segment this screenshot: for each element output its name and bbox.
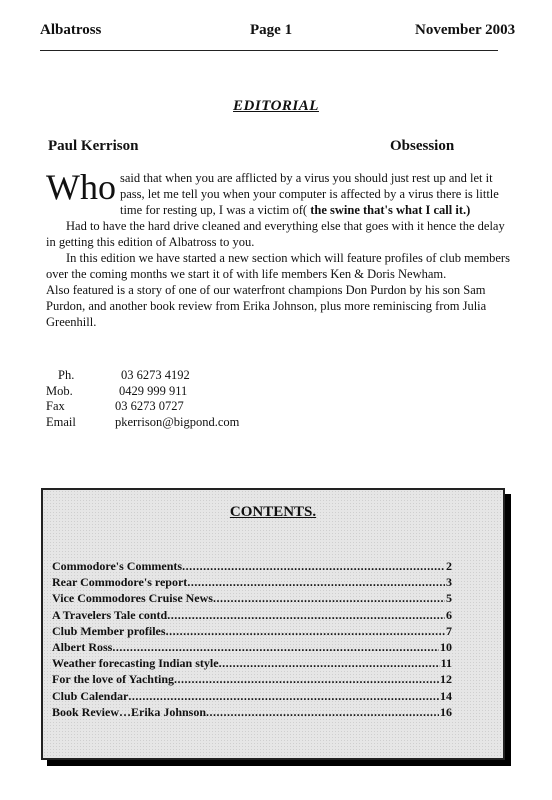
contents-title: CONTENTS. [229,504,317,520]
toc-entry [52,607,452,623]
toc-entry [52,558,452,574]
paragraph-2: Had to have the hard drive cleaned and everything else that goes with it hence the delay in getting this edition of Albatross to you. [46,219,505,249]
toc-entry-title: Weather forecasting Indian style [52,656,219,671]
toc-entry-title: Club Calendar [52,688,129,703]
author-name: Paul Kerrison [48,138,139,154]
toc-leader-dots [128,688,439,704]
toc-entry-page: 12 [440,672,452,687]
contact-label: Fax [46,399,65,413]
toc-leader-dots [187,574,445,590]
toc-entry [52,655,452,671]
editorial-title: EDITORIAL [233,98,319,114]
paragraph-4: Also featured is a story of one of our waterfront champions Don Purdon by his son Sam Purdon, and another book review from Erika Johnson, plus more reminiscing from Julia Greenhill. [46,283,487,329]
toc-entry [52,574,452,590]
contact-value: 0429 999 911 [119,383,188,398]
toc-entry-title: Albert Ross [52,639,113,654]
contact-details [46,368,239,430]
toc-entry-page: 5 [446,591,452,606]
contact-label: Ph. [58,368,75,382]
table-of-contents [52,558,452,720]
page-number: Page 1 [250,22,293,38]
toc-entry [52,639,452,655]
toc-entry-title: For the love of Yachting [52,672,174,687]
paragraph-1-text: said that when you are afflicted by a virus you should just rest up and let it pass, let me tell you when your computer is affected by a virus there is little time for resting up, I was a victim of( [119,171,499,217]
toc-entry-title: Vice Commodores Cruise News [52,591,213,606]
toc-entry-title: Commodore's Comments [52,559,183,573]
toc-leader-dots [166,623,445,639]
toc-entry-page: 11 [440,656,452,671]
toc-entry-title: A Travelers Tale contd [52,607,168,622]
editorial-subject: Obsession [390,138,455,154]
contents-box [41,488,505,760]
toc-leader-dots [112,639,439,655]
toc-entry [52,623,452,639]
header-rule [40,50,498,51]
toc-entry [52,704,452,720]
toc-entry [52,590,452,606]
toc-entry-title: Club Member profiles [52,623,166,638]
toc-entry-page: 2 [446,559,452,573]
toc-entry-page: 3 [446,575,452,590]
toc-entry [52,688,452,704]
publication-name: Albatross [40,22,102,38]
drop-word: Who [46,167,116,207]
toc-leader-dots [182,558,445,574]
contact-label: Mob. [46,383,73,398]
editorial-body [46,167,516,330]
issue-date: November 2003 [415,22,516,38]
contact-value: 03 6273 0727 [115,399,184,413]
toc-entry-page: 16 [440,704,452,719]
toc-entry-page: 14 [440,688,452,703]
paragraph-1 [46,167,516,218]
contact-label: Email [46,414,76,429]
contact-row [46,415,239,431]
contact-email: pkerrison@bigpond.com [115,414,240,429]
paragraph-3: In this edition we have started a new section which will feature profiles of club members over the coming months we start it of with life members Ken & Doris Newham. [46,251,510,281]
toc-leader-dots [206,704,439,720]
toc-entry [52,671,452,687]
toc-leader-dots [167,607,445,623]
contact-row [46,368,239,384]
contact-value: 03 6273 4192 [121,368,190,382]
toc-entry-title: Rear Commodore's report [52,575,188,590]
toc-entry-page: 6 [446,607,452,622]
toc-entry-page: 10 [440,639,452,654]
toc-entry-page: 7 [446,623,452,638]
contact-row [46,384,239,400]
toc-entry-title: Book Review…Erika Johnson [52,704,207,719]
toc-leader-dots [219,655,440,671]
contact-row [46,399,239,415]
toc-leader-dots [174,671,439,687]
paragraph-1-bold: the swine that's what I call it.) [310,203,471,217]
toc-leader-dots [213,590,445,606]
